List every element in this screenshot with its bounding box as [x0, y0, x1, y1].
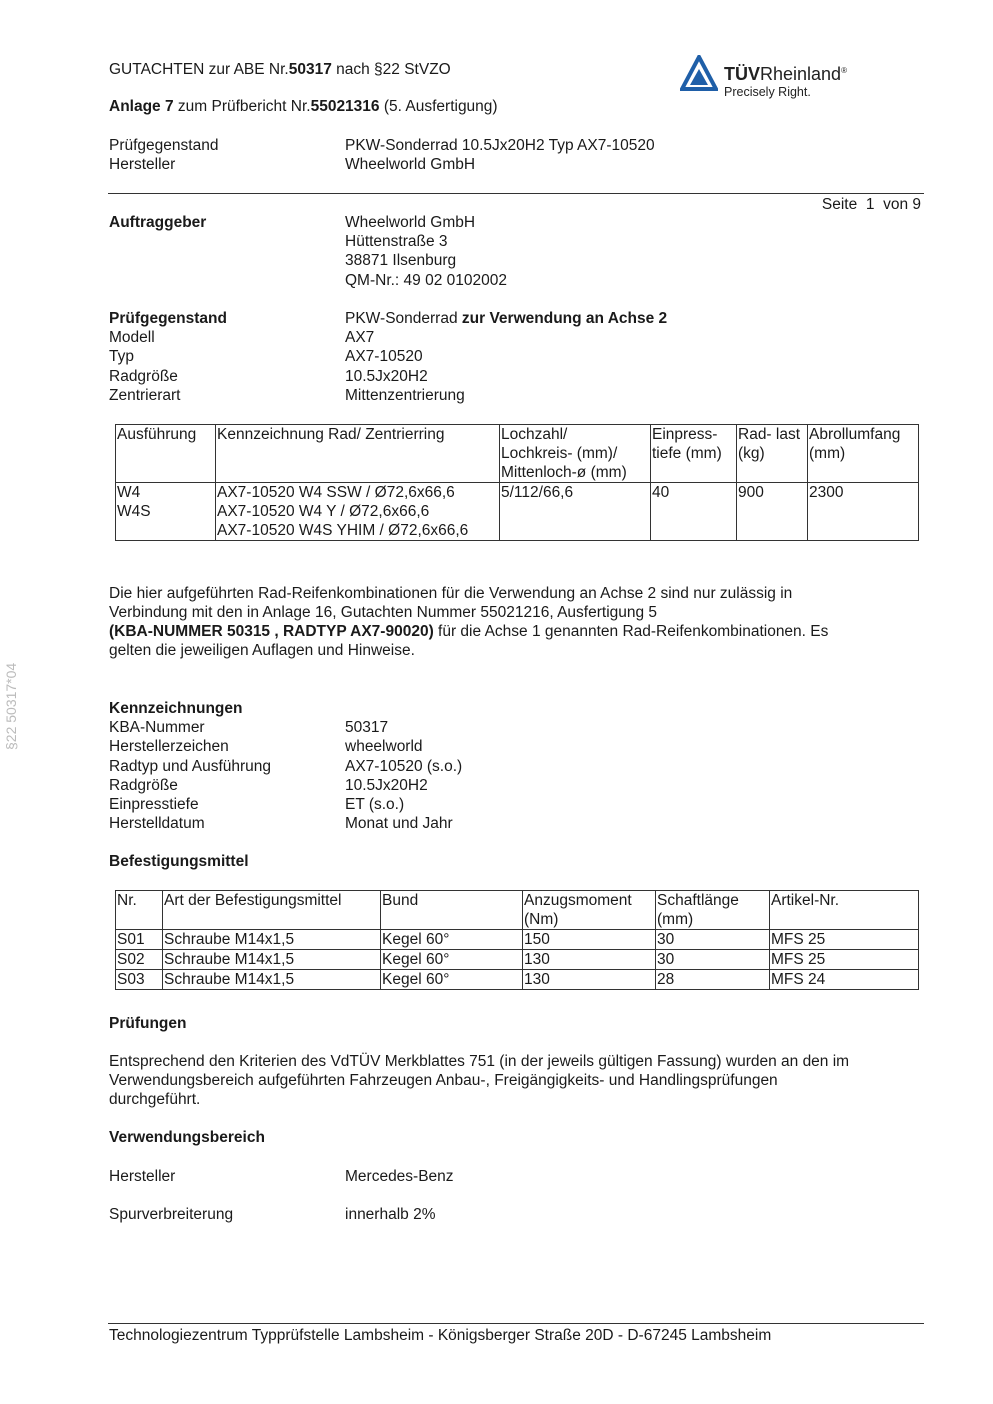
- pruefgegenstand-block: Prüfgegenstand PKW-Sonderrad zur Verwendung an Achse 2 Modell AX7 Typ AX7-10520 Radgröße 10.5Jx20H2 Zentrierart Mittenzentrierung: [109, 310, 668, 404]
- wheel-table: [115, 424, 919, 541]
- kennzeichnungen-block: [109, 699, 462, 833]
- footer-address: Technologiezentrum Typprüfstelle Lambsheim - Königsberger Straße 20D - D-67245 Lambsheim: [109, 1327, 772, 1344]
- verwendung-value: Mercedes-Benz: [345, 1168, 454, 1185]
- verwendung-label: Spurverbreiterung: [109, 1206, 234, 1223]
- table-header-row: Ausführung Kennzeichnung Rad/ Zentrierring Lochzahl/ Lochkreis- (mm)/ Mittenloch-ø (mm) Einpress- tiefe (mm) Rad- last (kg) Abrollumfang (mm): [116, 425, 919, 483]
- spec-row: Typ AX7-10520: [109, 348, 423, 366]
- table-row: S01 Schraube M14x1,5 Kegel 60° 150 30 MFS 25: [116, 930, 919, 950]
- summary-block: [109, 136, 655, 174]
- section-title: Kennzeichnungen: [109, 700, 243, 717]
- section-title: Befestigungsmittel: [109, 853, 249, 870]
- verwendung-label: Hersteller: [109, 1168, 176, 1185]
- tuv-triangle-icon: [680, 55, 718, 91]
- marking-row: KBA-Nummer 50317: [109, 719, 389, 737]
- verwendung-value: innerhalb 2%: [345, 1206, 436, 1223]
- marking-row: Radtyp und Ausführung AX7-10520 (s.o.): [109, 757, 463, 775]
- spec-row: Radgröße 10.5Jx20H2: [109, 367, 428, 385]
- auftraggeber-label: Auftraggeber: [109, 214, 207, 231]
- logo-tagline: Precisely Right.: [724, 85, 811, 99]
- footer-divider: [108, 1323, 924, 1324]
- abe-number: 50317: [288, 61, 332, 78]
- fastener-table: [115, 890, 919, 990]
- marking-row: Einpresstiefe ET (s.o.): [109, 795, 405, 813]
- spec-row: Modell AX7: [109, 329, 375, 347]
- header-divider: [108, 193, 924, 194]
- table-row: S03 Schraube M14x1,5 Kegel 60° 130 28 MFS 24: [116, 970, 919, 990]
- side-watermark: §22 50317*04: [3, 662, 19, 750]
- page-number: Seite 1 von 9: [821, 196, 921, 213]
- pruefungen-text: Entsprechend den Kriterien des VdTÜV Merkblattes 751 (in der jeweils gültigen Fassung) wurden an den im Verwendungsbereich aufgeführten Fahrzeugen Anbau-, Freigängigkeits- und Handlingsprüfungen durchgeführt.: [109, 1053, 850, 1108]
- tuv-logo: [680, 55, 880, 105]
- summary-row: Prüfgegenstand PKW-Sonderrad 10.5Jx20H2 Typ AX7-10520: [109, 137, 655, 154]
- marking-row: Radgröße 10.5Jx20H2: [109, 776, 428, 794]
- report-number: 55021316: [310, 98, 380, 115]
- logo-brand: TÜVRheinland®: [724, 64, 847, 84]
- combination-note: Die hier aufgeführten Rad-Reifenkombinationen für die Verwendung an Achse 2 sind nur zulässig in Verbindung mit den in Anlage 16, Gutachten Nummer 55021216, Ausfertigung 5 (KBA-NUMMER 50315 , RADTYP AX7-90020) für die Achse 1 genannten Rad-Reifenkombinationen. Es gelten die jeweiligen Auflagen und Hinweise.: [109, 585, 829, 659]
- table-row: S02 Schraube M14x1,5 Kegel 60° 130 30 MFS 25: [116, 950, 919, 970]
- spec-row: Zentrierart Mittenzentrierung: [109, 386, 465, 404]
- table-row: W4 W4S AX7-10520 W4 SSW / Ø72,6x66,6 AX7-10520 W4 Y / Ø72,6x66,6 AX7-10520 W4S YHIM / Ø72,6x66,6 5/112/66,6 40 900 2300: [116, 483, 919, 541]
- summary-row: Hersteller Wheelworld GmbH: [109, 156, 476, 174]
- report-subtitle: Anlage 7 zum Prüfbericht Nr.55021316 (5. Ausfertigung): [109, 98, 498, 115]
- report-title: GUTACHTEN zur ABE Nr.50317 nach §22 StVZO: [109, 61, 451, 78]
- table-header-row: Nr. Art der Befestigungsmittel Bund Anzugsmoment (Nm) Schaftlänge (mm) Artikel-Nr.: [116, 891, 919, 930]
- auftraggeber-address: Wheelworld GmbH Hüttenstraße 3 38871 Ilsenburg QM-Nr.: 49 02 0102002: [345, 214, 507, 289]
- section-title: Prüfungen: [109, 1015, 187, 1032]
- marking-row: Herstellerzeichen wheelworld: [109, 738, 423, 756]
- marking-row: Herstelldatum Monat und Jahr: [109, 815, 453, 833]
- section-title: Verwendungsbereich: [109, 1129, 265, 1146]
